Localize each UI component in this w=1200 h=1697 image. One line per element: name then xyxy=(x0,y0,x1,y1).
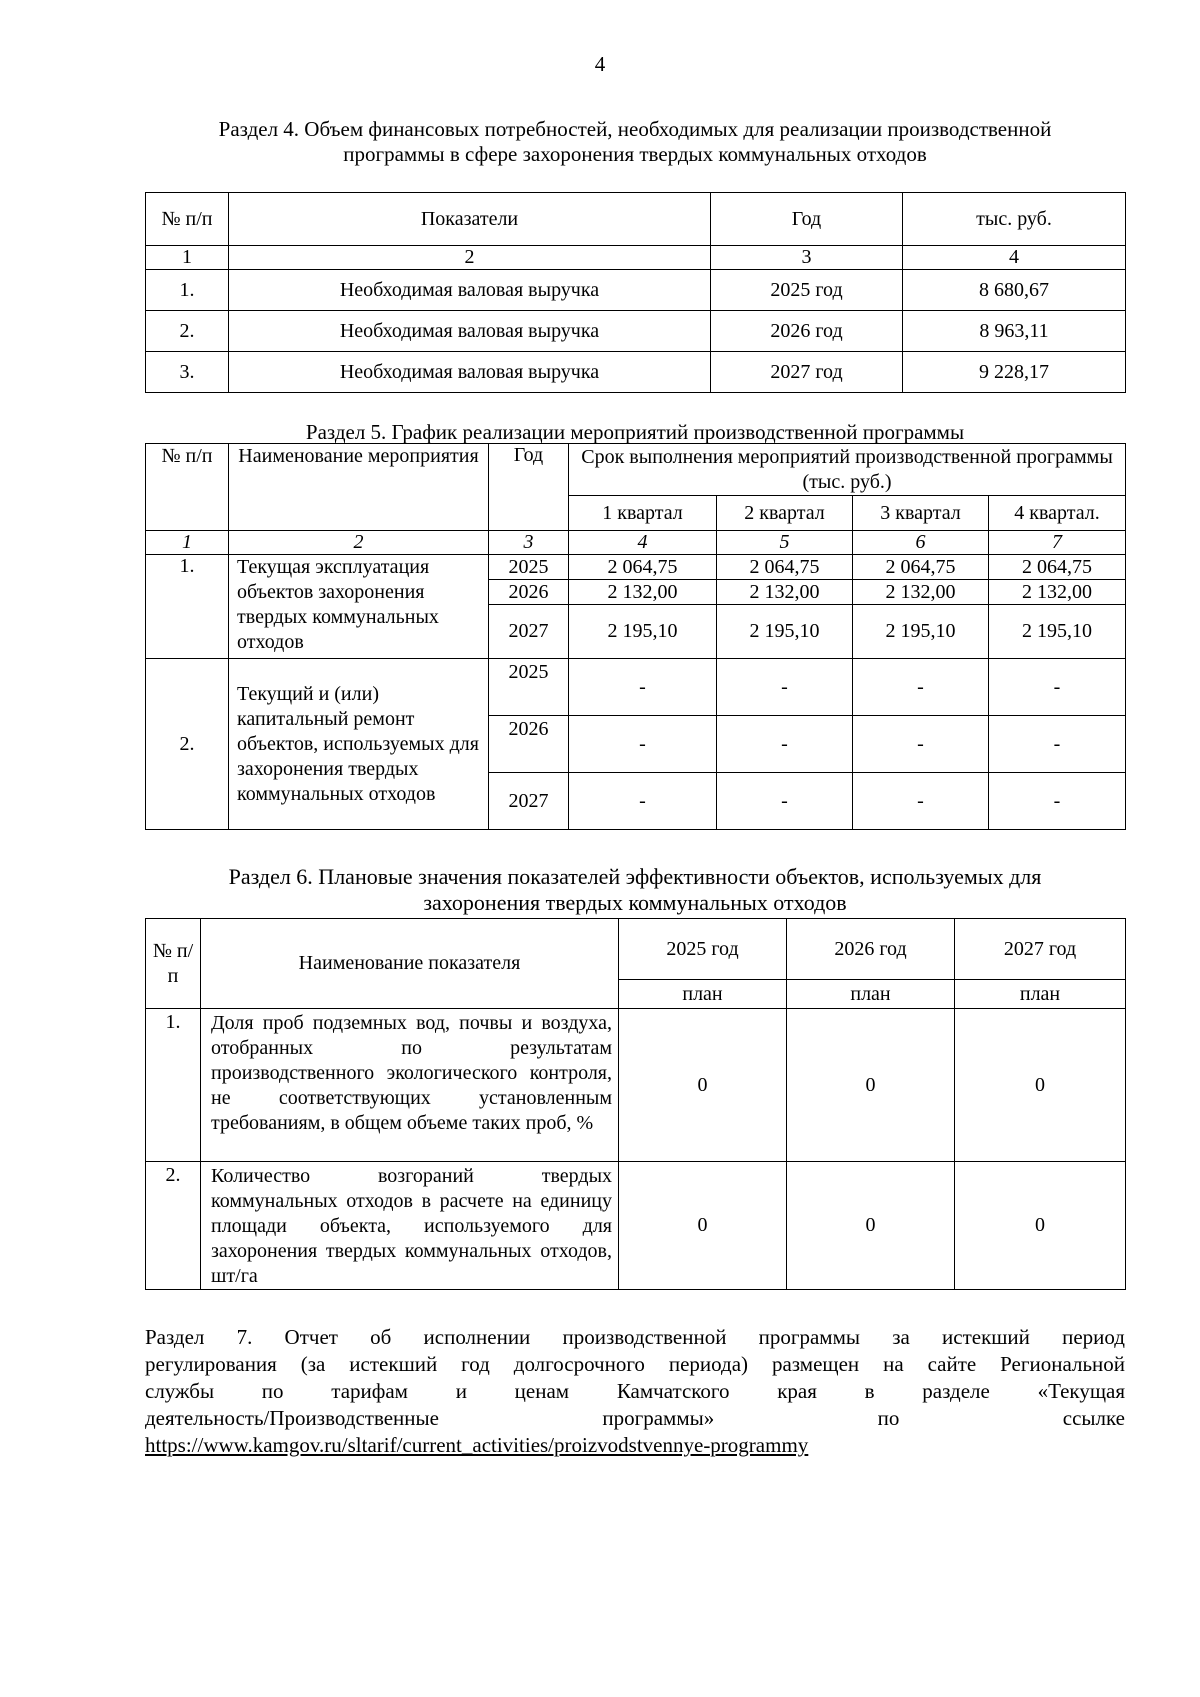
header-year: Год xyxy=(711,193,903,246)
table-row: 2027 - - - - xyxy=(146,773,1126,830)
header-q1: 1 квартал xyxy=(569,496,717,531)
section7-line2: регулирования (за истекший год долгосрочного периода) размещен на сайте Региональной xyxy=(145,1352,1125,1376)
header-q2: 2 квартал xyxy=(717,496,853,531)
group1-name: Текущая эксплуатация объектов захоронения твердых коммунальных отходов xyxy=(229,555,489,659)
table-row: 1. Необходимая валовая выручка 2025 год 8 680,67 xyxy=(146,270,1126,311)
table-header-row xyxy=(146,919,1126,980)
group2-name: Текущий и (или) капитальный ремонт объектов, используемых для захоронения твердых коммунальных отходов xyxy=(229,659,489,830)
table-number-row: 1 2 3 4 xyxy=(146,246,1126,270)
table-header-row xyxy=(146,193,1126,246)
table-row: 1. Текущая эксплуатация объектов захоронения твердых коммунальных отходов 2025 2 064,75 2 064,75 2 064,75 2 064,75 xyxy=(146,555,1126,580)
table-header-row xyxy=(146,444,1126,496)
section7-line1: Раздел 7. Отчет об исполнении производственной программы за истекший период xyxy=(145,1325,1125,1349)
header-year-2027: 2027 год xyxy=(955,919,1126,980)
table-row: 2026 2 132,00 2 132,00 2 132,00 2 132,00 xyxy=(146,580,1126,605)
table-row: 2. Текущий и (или) капитальный ремонт объектов, используемых для захоронения твердых коммунальных отходов 2025 - - - - xyxy=(146,659,1126,716)
header-q4: 4 квартал. xyxy=(989,496,1126,531)
header-name: Наименование мероприятия xyxy=(229,444,489,531)
table-row: 3. Необходимая валовая выручка 2027 год 9 228,17 xyxy=(146,352,1126,393)
table-row: 1. Доля проб подземных вод, почвы и воздуха, отобранных по результатам производственного экологического контроля, не соответствующих установленным требованиям, в общем объеме таких проб, % 0 0 0 xyxy=(146,1009,1126,1162)
header-term: Срок выполнения мероприятий производственной программы (тыс. руб.) xyxy=(569,444,1126,496)
section7-line3: службы по тарифам и ценам Камчатского края в разделе «Текущая xyxy=(145,1379,1125,1403)
header-num: № п/п xyxy=(146,193,229,246)
table-row: 2. Количество возгораний твердых коммунальных отходов в расчете на единицу площади объекта, используемого для захоронения твердых коммунальных отходов, шт/га 0 0 0 xyxy=(146,1162,1126,1290)
table-row: 2027 2 195,10 2 195,10 2 195,10 2 195,10 xyxy=(146,605,1126,659)
section5-title: Раздел 5. График реализации мероприятий производственной программы xyxy=(305,420,965,444)
report-link[interactable]: https://www.kamgov.ru/sltarif/current_activities/proizvodstvennye-programmy xyxy=(145,1433,809,1457)
table-number-row: 1 2 3 4 5 6 7 xyxy=(146,531,1126,555)
plan-row: план план план xyxy=(146,980,1126,1009)
group1-num: 1. xyxy=(146,555,229,659)
section7-line4: деятельность/Производственные программы» по ссылке xyxy=(145,1406,1125,1430)
table-row: 2026 - - - - xyxy=(146,716,1126,773)
header-q3: 3 квартал xyxy=(853,496,989,531)
section6-title: Раздел 6. Плановые значения показателей эффективности объектов, используемых для захоронения твердых коммунальных отходов xyxy=(228,864,1042,915)
section6-table xyxy=(145,918,1126,1290)
header-value: тыс. руб. xyxy=(903,193,1126,246)
section5-table xyxy=(145,443,1126,830)
group2-num: 2. xyxy=(146,659,229,830)
header-year: Год xyxy=(489,444,569,531)
header-name: Наименование показателя xyxy=(201,919,619,1009)
section4-title: Раздел 4. Объем финансовых потребностей, необходимых для реализации производственной программы в сфере захоронения твердых коммунальных отходов xyxy=(218,117,1052,166)
header-indicator: Показатели xyxy=(229,193,711,246)
page-number: 4 xyxy=(594,52,606,76)
header-year-2026: 2026 год xyxy=(787,919,955,980)
section4-table xyxy=(145,192,1126,393)
header-num: № п/п xyxy=(146,919,201,1009)
header-num: № п/п xyxy=(146,444,229,531)
header-year-2025: 2025 год xyxy=(619,919,787,980)
table-row: 2. Необходимая валовая выручка 2026 год 8 963,11 xyxy=(146,311,1126,352)
